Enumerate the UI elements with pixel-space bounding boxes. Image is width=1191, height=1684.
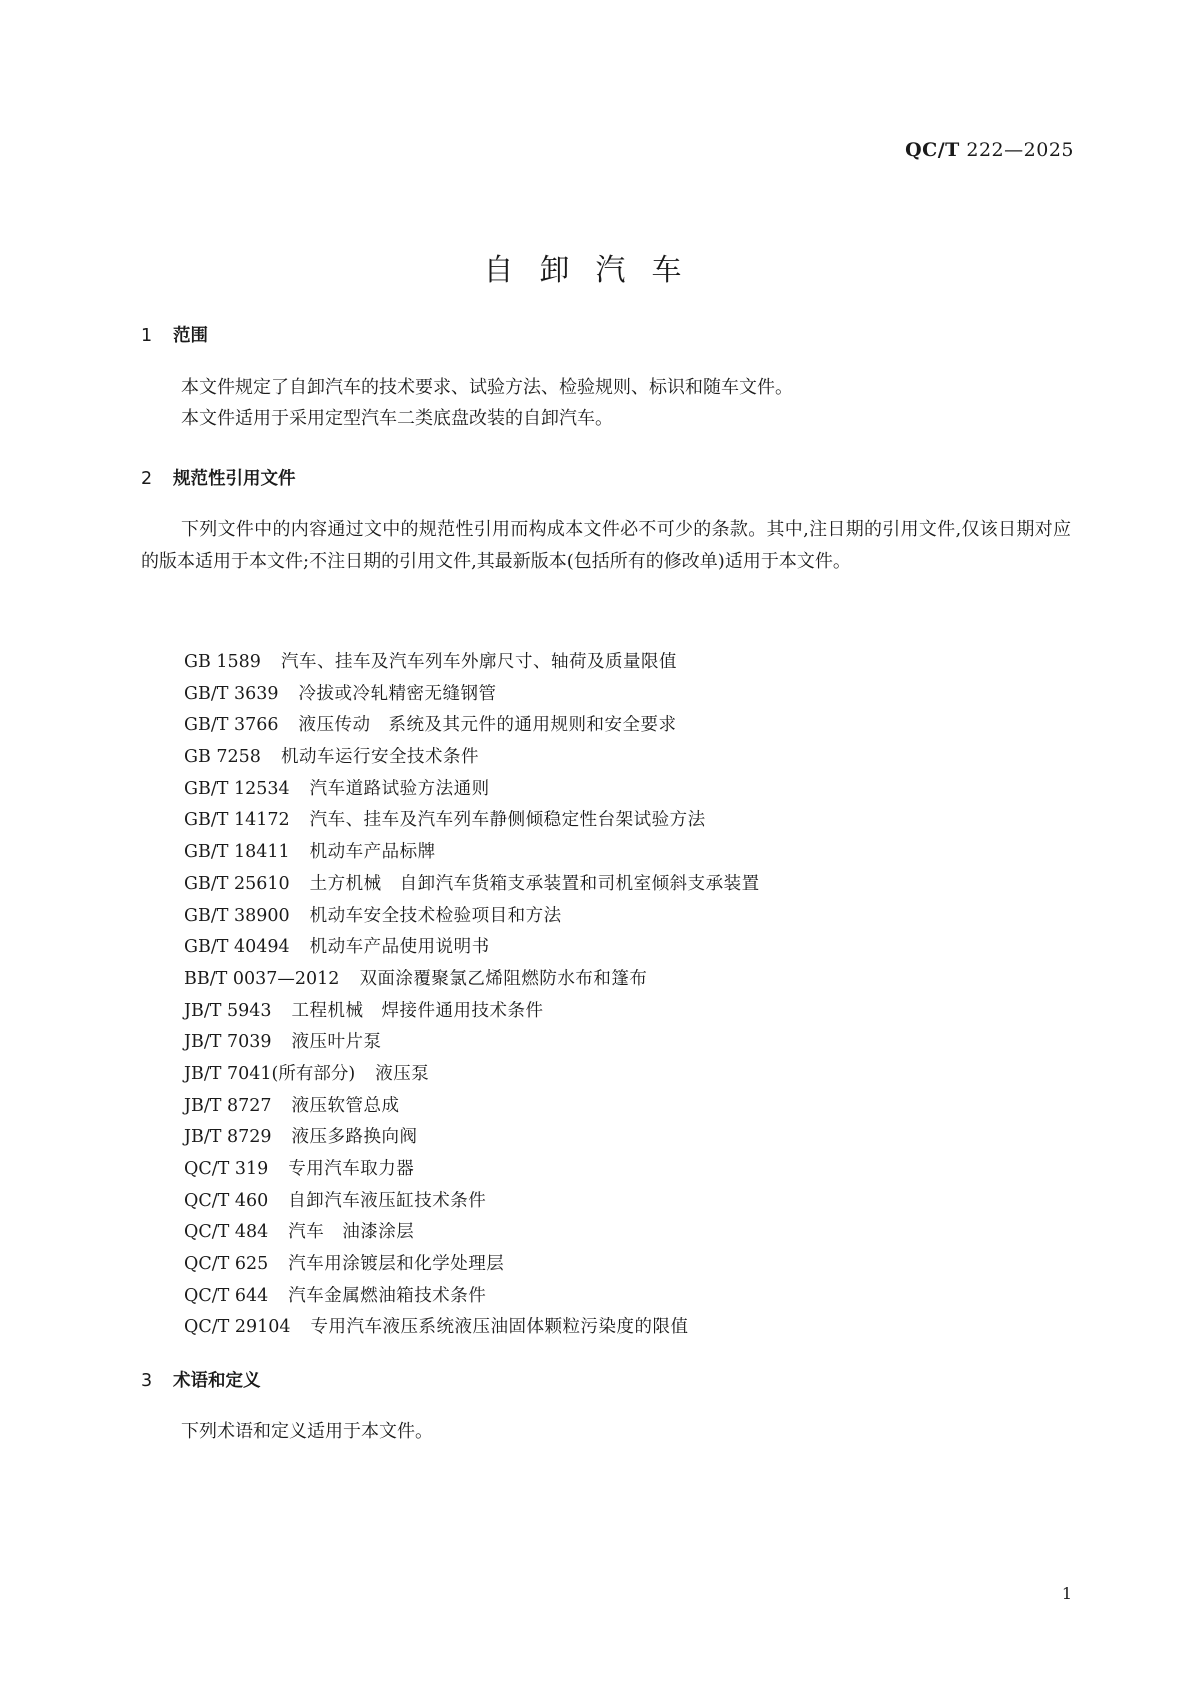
reference-item	[184, 647, 760, 679]
reference-item	[184, 869, 760, 901]
reference-item	[184, 710, 760, 742]
section-heading-normative-references	[141, 465, 296, 490]
section-heading-terms	[141, 1367, 261, 1392]
section-title: 规范性引用文件	[173, 469, 296, 489]
section-number: 2	[141, 469, 153, 489]
reference-code: QC/T 484	[184, 1222, 269, 1243]
reference-item	[184, 679, 760, 711]
reference-title: 土方机械 自卸汽车货箱支承装置和司机室倾斜支承装置	[309, 873, 760, 894]
reference-title: 液压叶片泵	[291, 1032, 382, 1053]
reference-title: 液压传动 系统及其元件的通用规则和安全要求	[298, 715, 677, 736]
section-heading-scope	[141, 322, 208, 347]
reference-title: 液压软管总成	[291, 1095, 400, 1116]
terms-intro-paragraph: 下列术语和定义适用于本文件。	[181, 1421, 433, 1442]
reference-code: GB/T 12534	[184, 778, 290, 799]
reference-title: 工程机械 焊接件通用技术条件	[291, 1000, 544, 1021]
reference-code: QC/T 625	[184, 1254, 269, 1275]
reference-code: GB/T 3766	[184, 715, 279, 736]
reference-item	[184, 1027, 760, 1059]
reference-title: 液压泵	[375, 1063, 430, 1084]
reference-item	[184, 1217, 760, 1249]
reference-item	[184, 901, 760, 933]
reference-list	[184, 647, 760, 1344]
reference-item	[184, 1122, 760, 1154]
reference-title: 专用汽车液压系统液压油固体颗粒污染度的限值	[310, 1317, 689, 1338]
reference-title: 汽车金属燃油箱技术条件	[288, 1285, 487, 1306]
reference-item	[184, 996, 760, 1028]
reference-title: 自卸汽车液压缸技术条件	[288, 1190, 487, 1211]
section-number: 3	[141, 1371, 153, 1391]
reference-item	[184, 1059, 760, 1091]
standard-code: 222—2025	[966, 139, 1074, 161]
reference-title: 专用汽车取力器	[288, 1159, 415, 1179]
reference-code: JB/T 5943	[184, 1000, 272, 1021]
document-title: 自卸汽车	[483, 253, 708, 288]
reference-item	[184, 1091, 760, 1123]
reference-item	[184, 774, 760, 806]
reference-title: 机动车产品使用说明书	[309, 937, 490, 958]
reference-code: GB/T 25610	[184, 873, 290, 894]
section-number: 1	[141, 326, 153, 346]
reference-code: JB/T 8727	[184, 1095, 272, 1116]
reference-code: JB/T 8729	[184, 1127, 272, 1148]
reference-item	[184, 964, 760, 996]
reference-item	[184, 1186, 760, 1218]
reference-code: JB/T 7039	[184, 1032, 272, 1053]
reference-item	[184, 805, 760, 837]
reference-code: GB/T 18411	[184, 842, 290, 863]
reference-title: 液压多路换向阀	[291, 1127, 418, 1148]
standard-number	[905, 139, 1074, 161]
standard-prefix: QC/T	[905, 139, 960, 161]
scope-paragraph-1: 本文件规定了自卸汽车的技术要求、试验方法、检验规则、标识和随车文件。	[181, 377, 793, 398]
reference-code: GB 1589	[184, 652, 261, 672]
page-number: 1	[1061, 1584, 1072, 1603]
reference-title: 机动车产品标牌	[309, 842, 436, 863]
reference-item	[184, 932, 760, 964]
section-title: 范围	[173, 326, 208, 346]
reference-code: QC/T 29104	[184, 1317, 291, 1338]
reference-item	[184, 1249, 760, 1281]
reference-title: 汽车用涂镀层和化学处理层	[288, 1254, 505, 1275]
reference-title: 汽车、挂车及汽车列车静侧倾稳定性台架试验方法	[309, 810, 706, 831]
reference-code: GB/T 3639	[184, 683, 279, 704]
reference-code: QC/T 460	[184, 1190, 269, 1211]
reference-title: 机动车运行安全技术条件	[280, 747, 479, 768]
reference-code: BB/T 0037—2012	[184, 968, 340, 989]
scope-paragraph-2: 本文件适用于采用定型汽车二类底盘改装的自卸汽车。	[181, 408, 613, 429]
reference-item	[184, 1312, 760, 1344]
reference-code: QC/T 319	[184, 1159, 269, 1179]
reference-item	[184, 742, 760, 774]
reference-item	[184, 1154, 760, 1186]
section-title: 术语和定义	[173, 1371, 261, 1391]
reference-title: 机动车安全技术检验项目和方法	[309, 905, 562, 926]
reference-item	[184, 837, 760, 869]
reference-title: 汽车道路试验方法通则	[309, 778, 490, 799]
reference-code: GB/T 38900	[184, 905, 290, 926]
reference-code: JB/T 7041(所有部分)	[184, 1063, 356, 1084]
reference-title: 汽车 油漆涂层	[288, 1222, 415, 1243]
reference-title: 双面涂覆聚氯乙烯阻燃防水布和篷布	[359, 968, 648, 989]
reference-code: QC/T 644	[184, 1285, 269, 1306]
reference-title: 冷拔或冷轧精密无缝钢管	[298, 683, 497, 704]
reference-code: GB/T 40494	[184, 937, 290, 958]
reference-code: GB 7258	[184, 747, 261, 768]
reference-item	[184, 1281, 760, 1313]
reference-code: GB/T 14172	[184, 810, 290, 831]
reference-title: 汽车、挂车及汽车列车外廓尺寸、轴荷及质量限值	[280, 652, 677, 672]
normative-intro-paragraph: 下列文件中的内容通过文中的规范性引用而构成本文件必不可少的条款。其中,注日期的引用文件,仅该日期对应的版本适用于本文件;不注日期的引用文件,其最新版本(包括所有的修改单)适用于本文件。	[141, 519, 1071, 572]
